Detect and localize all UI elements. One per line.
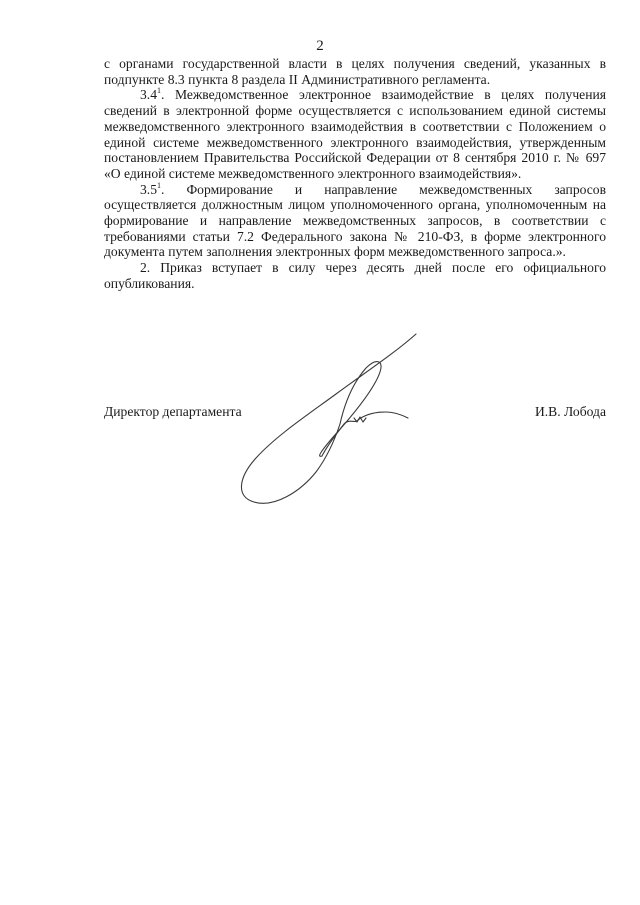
handwritten-signature (226, 332, 426, 512)
clause-number: 3.4 (140, 87, 157, 103)
paragraph-continuation: с органами государственной власти в целях получения сведений, указанных в подпункте 8.3 пункта 8 раздела II Административного регламента. (104, 56, 606, 87)
signature-loop-stroke (241, 334, 416, 503)
clause-text: . Формирование и направление межведомственных запросов осуществляется должностным лицом уполномоченного органа, уполномоченным на формирование и направление межведомственных запросов, в соответствии с требованиями статьи 7.2 Федерального закона № 210-ФЗ, в форме электронного документа путем заполнения электронных форм межведомственного запроса.». (104, 181, 606, 260)
signature-rise-stroke (320, 362, 381, 457)
paragraph-3-5-1 (104, 182, 606, 261)
paragraph-3-4-1 (104, 87, 606, 181)
signatory-position: Директор департамента (104, 404, 242, 419)
clause-superscript: 1 (157, 86, 161, 96)
clause-number: 3.5 (140, 181, 157, 197)
signatory-name: И.В. Лобода (534, 404, 606, 419)
signature-flourish-stroke (354, 417, 366, 422)
clause-text: . Межведомственное электронное взаимодействие в целях получения сведений в электронной форме осуществляется с использованием единой системы межведомственного электронного взаимодействия в соответствии с Положением о единой системе межведомственного электронного взаимодействия, утвержденным постановлением Правительства Российской Федерации от 8 сентября 2010 г. № 697 «О единой системе межведомственного электронного взаимодействия». (104, 87, 606, 181)
page-number: 2 (316, 38, 324, 54)
clause-superscript: 1 (157, 180, 161, 190)
document-body (104, 56, 606, 292)
paragraph-order-effective: 2. Приказ вступает в силу через десять дней после его официального опубликования. (104, 260, 606, 291)
